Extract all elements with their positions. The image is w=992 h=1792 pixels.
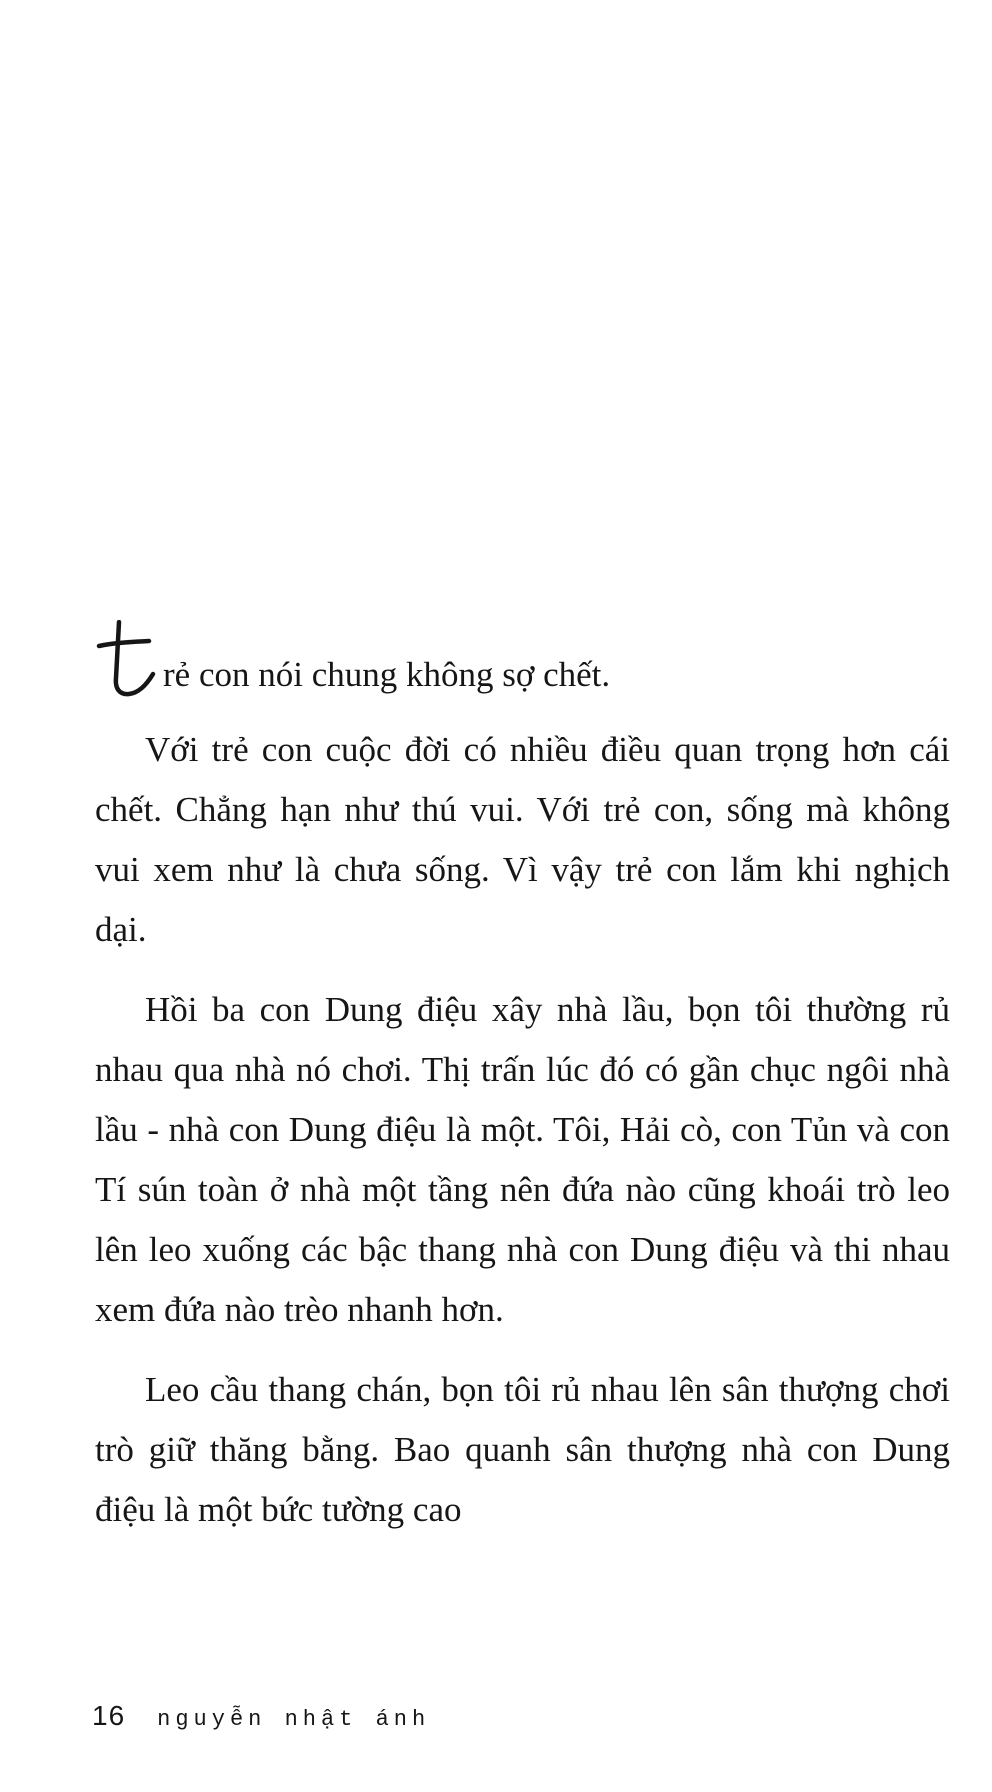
opening-line bbox=[95, 620, 950, 700]
paragraph-1: Với trẻ con cuộc đời có nhiều điều quan trọng hơn cái chết. Chẳng hạn như thú vui. Với trẻ con, sống mà không vui xem như là chưa sống. Vì vậy trẻ con lắm khi nghịch dại. bbox=[95, 730, 950, 949]
page-number: 16 bbox=[92, 1700, 126, 1731]
opening-line-text: rẻ con nói chung không sợ chết. bbox=[163, 655, 611, 694]
paragraph-3: Leo cầu thang chán, bọn tôi rủ nhau lên sân thượng chơi trò giữ thăng bằng. Bao quanh sân thượng nhà con Dung điệu là một bức tường cao bbox=[95, 1370, 950, 1529]
spacer bbox=[95, 700, 950, 720]
paragraph-2: Hồi ba con Dung điệu xây nhà lầu, bọn tôi thường rủ nhau qua nhà nó chơi. Thị trấn lúc đó có gần chục ngôi nhà lầu - nhà con Dung điệu là một. Tôi, Hải cò, con Tủn và con Tí sún toàn ở nhà một tầng nên đứa nào cũng khoái trò leo lên leo xuống các bậc thang nhà con Dung điệu và thi nhau xem đứa nào trèo nhanh hơn. bbox=[95, 990, 950, 1329]
chapter-text bbox=[95, 620, 950, 1560]
page-footer bbox=[92, 1700, 430, 1740]
running-author: nguyễn nhật ánh bbox=[157, 1707, 431, 1732]
drop-cap-t bbox=[95, 620, 157, 698]
